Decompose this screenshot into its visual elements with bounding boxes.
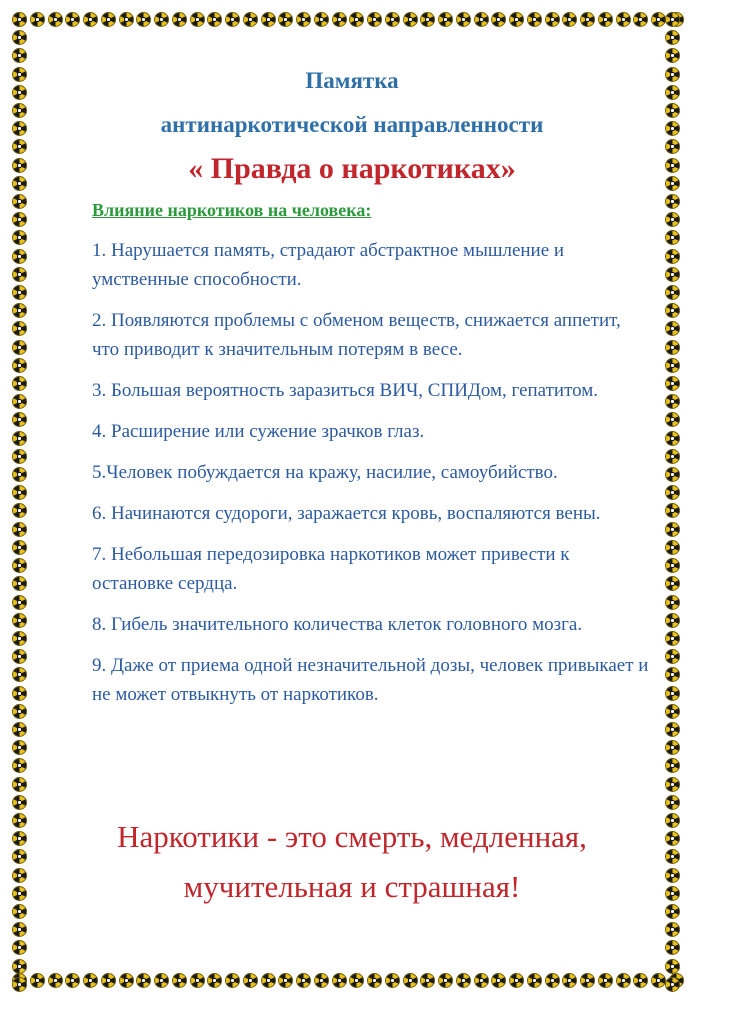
radiation-ornament-icon xyxy=(12,777,27,792)
memo-title-line2: антинаркотической направленности xyxy=(160,112,544,137)
border-left xyxy=(12,12,31,992)
radiation-ornament-icon xyxy=(665,831,680,846)
list-item: 7. Небольшая передозировка наркотиков может привести к остановке сердца. xyxy=(92,544,570,594)
radiation-ornament-icon xyxy=(12,795,27,810)
list-item: 5.Человек побуждается на кражу, насилие, самоубийство. xyxy=(92,462,558,483)
radiation-ornament-icon xyxy=(665,158,680,173)
radiation-ornament-icon xyxy=(438,973,453,988)
radiation-ornament-icon xyxy=(665,686,680,701)
radiation-ornament-icon xyxy=(438,12,453,27)
radiation-ornament-icon xyxy=(665,121,680,136)
radiation-ornament-icon xyxy=(12,412,27,427)
radiation-ornament-icon xyxy=(349,973,364,988)
radiation-ornament-icon xyxy=(30,12,45,27)
list-item: 4. Расширение или сужение зрачков глаз. xyxy=(92,421,425,442)
radiation-ornament-icon xyxy=(665,230,680,245)
radiation-ornament-icon xyxy=(12,121,27,136)
radiation-ornament-icon xyxy=(651,973,666,988)
radiation-ornament-icon xyxy=(12,868,27,883)
radiation-ornament-icon xyxy=(665,977,680,992)
radiation-ornament-icon xyxy=(12,576,27,591)
memo-title: Памятка xyxy=(305,68,399,93)
radiation-ornament-icon xyxy=(12,613,27,628)
radiation-ornament-icon xyxy=(456,973,471,988)
radiation-ornament-icon xyxy=(12,85,27,100)
radiation-ornament-icon xyxy=(580,973,595,988)
radiation-ornament-icon xyxy=(665,103,680,118)
radiation-ornament-icon xyxy=(83,12,98,27)
radiation-ornament-icon xyxy=(12,813,27,828)
radiation-ornament-icon xyxy=(12,522,27,537)
radiation-ornament-icon xyxy=(665,48,680,63)
radiation-ornament-icon xyxy=(190,973,205,988)
radiation-ornament-icon xyxy=(665,704,680,719)
radiation-ornament-icon xyxy=(665,904,680,919)
radiation-ornament-icon xyxy=(562,973,577,988)
radiation-ornament-icon xyxy=(367,12,382,27)
radiation-ornament-icon xyxy=(665,30,680,45)
radiation-ornament-icon xyxy=(12,540,27,555)
radiation-ornament-icon xyxy=(12,431,27,446)
radiation-ornament-icon xyxy=(12,686,27,701)
radiation-ornament-icon xyxy=(332,973,347,988)
radiation-ornament-icon xyxy=(12,303,27,318)
radiation-ornament-icon xyxy=(665,649,680,664)
radiation-ornament-icon xyxy=(665,849,680,864)
radiation-ornament-icon xyxy=(12,158,27,173)
radiation-ornament-icon xyxy=(12,558,27,573)
border-top xyxy=(12,12,684,31)
list-item: 2. Появляются проблемы с обменом веществ, снижается аппетит, что приводит к значительным потерям в весе. xyxy=(92,310,621,360)
effects-list xyxy=(92,236,652,721)
radiation-ornament-icon xyxy=(420,12,435,27)
radiation-ornament-icon xyxy=(154,973,169,988)
list-item: 3. Большая вероятность заразиться ВИЧ, СПИДом, гепатитом. xyxy=(92,380,599,401)
radiation-ornament-icon xyxy=(65,973,80,988)
radiation-ornament-icon xyxy=(665,813,680,828)
radiation-ornament-icon xyxy=(665,321,680,336)
radiation-ornament-icon xyxy=(261,12,276,27)
radiation-ornament-icon xyxy=(30,973,45,988)
radiation-ornament-icon xyxy=(12,740,27,755)
radiation-ornament-icon xyxy=(332,12,347,27)
radiation-ornament-icon xyxy=(12,959,27,974)
radiation-ornament-icon xyxy=(665,613,680,628)
radiation-ornament-icon xyxy=(314,973,329,988)
radiation-ornament-icon xyxy=(12,449,27,464)
radiation-ornament-icon xyxy=(12,30,27,45)
radiation-ornament-icon xyxy=(243,973,258,988)
radiation-ornament-icon xyxy=(12,595,27,610)
radiation-ornament-icon xyxy=(12,340,27,355)
radiation-ornament-icon xyxy=(665,467,680,482)
radiation-ornament-icon xyxy=(665,777,680,792)
radiation-ornament-icon xyxy=(665,249,680,264)
radiation-ornament-icon xyxy=(12,649,27,664)
radiation-ornament-icon xyxy=(665,285,680,300)
radiation-ornament-icon xyxy=(665,667,680,682)
radiation-ornament-icon xyxy=(665,340,680,355)
radiation-ornament-icon xyxy=(65,12,80,27)
radiation-ornament-icon xyxy=(474,12,489,27)
radiation-ornament-icon xyxy=(12,212,27,227)
radiation-ornament-icon xyxy=(651,12,666,27)
radiation-ornament-icon xyxy=(12,485,27,500)
radiation-ornament-icon xyxy=(665,431,680,446)
radiation-ornament-icon xyxy=(491,973,506,988)
radiation-ornament-icon xyxy=(665,959,680,974)
radiation-ornament-icon xyxy=(665,503,680,518)
radiation-ornament-icon xyxy=(665,212,680,227)
radiation-ornament-icon xyxy=(12,886,27,901)
radiation-ornament-icon xyxy=(665,722,680,737)
radiation-ornament-icon xyxy=(665,412,680,427)
radiation-ornament-icon xyxy=(278,12,293,27)
radiation-ornament-icon xyxy=(562,12,577,27)
radiation-ornament-icon xyxy=(12,922,27,937)
radiation-ornament-icon xyxy=(278,973,293,988)
radiation-ornament-icon xyxy=(243,12,258,27)
radiation-ornament-icon xyxy=(12,758,27,773)
closing-line-2: мучительная и страшная! xyxy=(183,869,521,904)
radiation-ornament-icon xyxy=(665,358,680,373)
radiation-ornament-icon xyxy=(665,540,680,555)
radiation-ornament-icon xyxy=(101,973,116,988)
radiation-ornament-icon xyxy=(665,194,680,209)
radiation-ornament-icon xyxy=(12,321,27,336)
radiation-ornament-icon xyxy=(665,176,680,191)
radiation-ornament-icon xyxy=(545,12,560,27)
radiation-ornament-icon xyxy=(261,973,276,988)
section-heading: Влияние наркотиков на человека: xyxy=(92,200,372,220)
radiation-ornament-icon xyxy=(665,449,680,464)
border-bottom xyxy=(12,973,684,992)
radiation-ornament-icon xyxy=(296,973,311,988)
radiation-ornament-icon xyxy=(665,795,680,810)
radiation-ornament-icon xyxy=(207,12,222,27)
radiation-ornament-icon xyxy=(12,503,27,518)
radiation-ornament-icon xyxy=(12,831,27,846)
radiation-ornament-icon xyxy=(665,631,680,646)
radiation-ornament-icon xyxy=(12,67,27,82)
radiation-ornament-icon xyxy=(665,576,680,591)
radiation-ornament-icon xyxy=(12,704,27,719)
radiation-ornament-icon xyxy=(12,194,27,209)
radiation-ornament-icon xyxy=(12,977,27,992)
radiation-ornament-icon xyxy=(101,12,116,27)
radiation-ornament-icon xyxy=(154,12,169,27)
radiation-ornament-icon xyxy=(385,973,400,988)
closing-line-1: Наркотики - это смерть, медленная, xyxy=(117,819,587,854)
radiation-ornament-icon xyxy=(119,973,134,988)
radiation-ornament-icon xyxy=(12,467,27,482)
list-item: 8. Гибель значительного количества клеток головного мозга. xyxy=(92,614,583,635)
radiation-ornament-icon xyxy=(616,973,631,988)
radiation-ornament-icon xyxy=(665,85,680,100)
radiation-ornament-icon xyxy=(296,12,311,27)
radiation-ornament-icon xyxy=(12,376,27,391)
radiation-ornament-icon xyxy=(225,973,240,988)
radiation-ornament-icon xyxy=(633,973,648,988)
radiation-ornament-icon xyxy=(665,485,680,500)
radiation-ornament-icon xyxy=(48,12,63,27)
radiation-ornament-icon xyxy=(665,758,680,773)
radiation-ornament-icon xyxy=(665,139,680,154)
radiation-ornament-icon xyxy=(12,285,27,300)
radiation-ornament-icon xyxy=(545,973,560,988)
radiation-ornament-icon xyxy=(665,394,680,409)
radiation-ornament-icon xyxy=(403,12,418,27)
radiation-ornament-icon xyxy=(12,230,27,245)
radiation-ornament-icon xyxy=(190,12,205,27)
radiation-ornament-icon xyxy=(474,973,489,988)
radiation-ornament-icon xyxy=(12,249,27,264)
radiation-ornament-icon xyxy=(633,12,648,27)
radiation-ornament-icon xyxy=(12,904,27,919)
radiation-ornament-icon xyxy=(403,973,418,988)
radiation-ornament-icon xyxy=(665,595,680,610)
radiation-ornament-icon xyxy=(12,722,27,737)
radiation-ornament-icon xyxy=(491,12,506,27)
radiation-ornament-icon xyxy=(665,922,680,937)
radiation-ornament-icon xyxy=(665,740,680,755)
closing-statement xyxy=(40,812,664,912)
memo-subtitle: « Правда о наркотиках» xyxy=(188,152,516,185)
radiation-ornament-icon xyxy=(665,886,680,901)
radiation-ornament-icon xyxy=(12,358,27,373)
radiation-ornament-icon xyxy=(527,973,542,988)
radiation-ornament-icon xyxy=(12,139,27,154)
radiation-ornament-icon xyxy=(12,103,27,118)
radiation-ornament-icon xyxy=(207,973,222,988)
radiation-ornament-icon xyxy=(136,973,151,988)
radiation-ornament-icon xyxy=(665,267,680,282)
radiation-ornament-icon xyxy=(12,12,27,27)
radiation-ornament-icon xyxy=(665,376,680,391)
radiation-ornament-icon xyxy=(598,973,613,988)
radiation-ornament-icon xyxy=(12,48,27,63)
radiation-ornament-icon xyxy=(509,12,524,27)
radiation-ornament-icon xyxy=(665,67,680,82)
radiation-ornament-icon xyxy=(172,12,187,27)
radiation-ornament-icon xyxy=(616,12,631,27)
radiation-ornament-icon xyxy=(456,12,471,27)
radiation-ornament-icon xyxy=(665,868,680,883)
radiation-ornament-icon xyxy=(136,12,151,27)
radiation-ornament-icon xyxy=(598,12,613,27)
border-right xyxy=(665,12,684,992)
radiation-ornament-icon xyxy=(12,667,27,682)
radiation-ornament-icon xyxy=(225,12,240,27)
list-item: 9. Даже от приема одной незначительной дозы, человек привыкает и не может отвыкнуть от наркотиков. xyxy=(92,655,649,705)
radiation-ornament-icon xyxy=(385,12,400,27)
radiation-ornament-icon xyxy=(48,973,63,988)
list-item: 1. Нарушается память, страдают абстрактное мышление и умственные способности. xyxy=(92,240,565,290)
radiation-ornament-icon xyxy=(172,973,187,988)
radiation-ornament-icon xyxy=(367,973,382,988)
radiation-ornament-icon xyxy=(83,973,98,988)
radiation-ornament-icon xyxy=(527,12,542,27)
radiation-ornament-icon xyxy=(12,849,27,864)
radiation-ornament-icon xyxy=(12,267,27,282)
radiation-ornament-icon xyxy=(12,394,27,409)
radiation-ornament-icon xyxy=(665,522,680,537)
radiation-ornament-icon xyxy=(509,973,524,988)
radiation-ornament-icon xyxy=(580,12,595,27)
radiation-ornament-icon xyxy=(12,940,27,955)
radiation-ornament-icon xyxy=(349,12,364,27)
radiation-ornament-icon xyxy=(314,12,329,27)
radiation-ornament-icon xyxy=(665,940,680,955)
radiation-ornament-icon xyxy=(12,176,27,191)
radiation-ornament-icon xyxy=(665,558,680,573)
radiation-ornament-icon xyxy=(12,631,27,646)
radiation-ornament-icon xyxy=(665,12,680,27)
radiation-ornament-icon xyxy=(665,303,680,318)
radiation-ornament-icon xyxy=(119,12,134,27)
list-item: 6. Начинаются судороги, заражается кровь, воспаляются вены. xyxy=(92,503,601,524)
radiation-ornament-icon xyxy=(420,973,435,988)
